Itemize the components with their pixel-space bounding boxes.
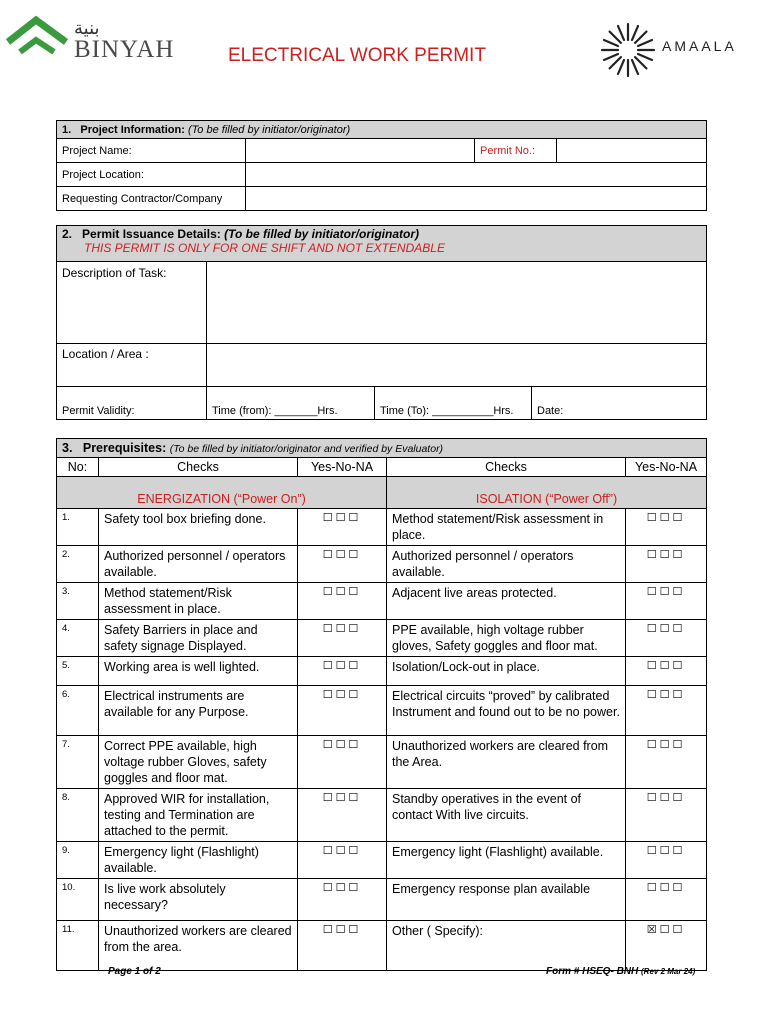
row-number: 11. (57, 921, 99, 971)
validity-label: Permit Validity: (57, 387, 207, 420)
permit-issuance-table (56, 225, 707, 420)
isolation-check: Method statement/Risk assessment in place. (387, 509, 626, 546)
col-yna2-header: Yes-No-NA (626, 458, 707, 477)
section1-note: (To be filled by initiator/originator) (187, 123, 351, 136)
energization-check: Working area is well lighted. (99, 657, 298, 686)
isolation-yes-no-na[interactable]: ☐☐☐ (626, 509, 707, 546)
isolation-check: Adjacent live areas protected. (387, 583, 626, 620)
energization-check: Safety tool box briefing done. (99, 509, 298, 546)
time-to-field[interactable]: Time (To): __________Hrs. (375, 387, 532, 420)
isolation-category: ISOLATION (“Power Off”) (387, 477, 707, 509)
row-number: 10. (57, 879, 99, 921)
energization-check: Is live work absolutely necessary? (99, 879, 298, 921)
row-number: 8. (57, 789, 99, 842)
row-number: 3. (57, 583, 99, 620)
energization-check: Electrical instruments are available for any Purpose. (99, 686, 298, 736)
isolation-check: PPE available, high voltage rubber gloves, Safety goggles and floor mat. (387, 620, 626, 657)
isolation-check: Authorized personnel / operators available. (387, 546, 626, 583)
table-row (57, 879, 707, 921)
energization-check: Safety Barriers in place and safety signage Displayed. (99, 620, 298, 657)
table-row (57, 686, 707, 736)
isolation-yes-no-na[interactable]: ☐☐☐ (626, 789, 707, 842)
isolation-check: Other ( Specify): (387, 921, 626, 971)
description-field[interactable] (207, 262, 707, 344)
page-title: ELECTRICAL WORK PERMIT (228, 45, 486, 66)
form-code: Form # HSEQ- BNH (546, 966, 639, 977)
section3-title: Prerequisites: (82, 441, 167, 455)
isolation-yes-no-na[interactable]: ☐☐☐ (626, 736, 707, 789)
col-checks-header: Checks (99, 458, 298, 477)
energization-check: Approved WIR for installation, testing and Termination are attached to the permit. (99, 789, 298, 842)
isolation-yes-no-na[interactable]: ☐☐☐ (626, 842, 707, 879)
amaala-logo (598, 20, 748, 80)
amaala-sunburst-icon (598, 20, 658, 80)
row-number: 9. (57, 842, 99, 879)
binyah-arabic-text: بنية (74, 18, 100, 39)
prerequisite-rows (57, 509, 707, 971)
permit-no-label: Permit No.: (475, 139, 557, 163)
table-row (57, 921, 707, 971)
section2-note: (To be filled by initiator/originator) (224, 227, 419, 241)
energization-yes-no-na[interactable]: ☐☐☐ (298, 509, 387, 546)
project-name-label: Project Name: (57, 139, 246, 163)
energization-yes-no-na[interactable]: ☐☐☐ (298, 686, 387, 736)
permit-no-field[interactable] (557, 139, 707, 163)
row-number: 5. (57, 657, 99, 686)
energization-yes-no-na[interactable]: ☐☐☐ (298, 583, 387, 620)
time-from-field[interactable]: Time (from): _______Hrs. (207, 387, 375, 420)
binyah-logo (4, 12, 194, 68)
section3-note: (To be filled by initiator/originator and verified by Evaluator) (169, 443, 444, 455)
isolation-check: Standby operatives in the event of contact With live circuits. (387, 789, 626, 842)
project-location-field[interactable] (246, 163, 707, 187)
table-row (57, 620, 707, 657)
section2-number: 2. (62, 227, 73, 241)
binyah-roof-icon (4, 12, 74, 62)
table-row (57, 657, 707, 686)
energization-yes-no-na[interactable]: ☐☐☐ (298, 879, 387, 921)
table-row (57, 583, 707, 620)
table-row (57, 546, 707, 583)
table-row (57, 789, 707, 842)
energization-yes-no-na[interactable]: ☐☐☐ (298, 620, 387, 657)
energization-yes-no-na[interactable]: ☐☐☐ (298, 842, 387, 879)
contractor-label: Requesting Contractor/Company (57, 187, 246, 211)
col-yna-header: Yes-No-NA (298, 458, 387, 477)
isolation-yes-no-na[interactable]: ☐☐☐ (626, 546, 707, 583)
isolation-check: Unauthorized workers are cleared from the Area. (387, 736, 626, 789)
energization-check: Method statement/Risk assessment in place. (99, 583, 298, 620)
amaala-text: AMAALA (662, 38, 737, 54)
section1-header (57, 121, 707, 139)
page-header (0, 0, 768, 100)
description-label: Description of Task: (57, 262, 207, 344)
location-field[interactable] (207, 344, 707, 387)
section1-title: Project Information: (80, 123, 185, 136)
col-no-header: No: (57, 458, 99, 477)
row-number: 7. (57, 736, 99, 789)
isolation-yes-no-na[interactable]: ☐☐☐ (626, 657, 707, 686)
energization-category: ENERGIZATION (“Power On”) (57, 477, 387, 509)
energization-yes-no-na[interactable]: ☐☐☐ (298, 921, 387, 971)
energization-yes-no-na[interactable]: ☐☐☐ (298, 789, 387, 842)
section2-warning: THIS PERMIT IS ONLY FOR ONE SHIFT AND NOT EXTENDABLE (84, 241, 445, 255)
isolation-yes-no-na[interactable]: ☐☐☐ (626, 583, 707, 620)
isolation-yes-no-na[interactable]: ☐☐☐ (626, 686, 707, 736)
section1-number: 1. (62, 123, 72, 136)
section2-title: Permit Issuance Details: (82, 227, 221, 241)
table-row (57, 736, 707, 789)
isolation-yes-no-na[interactable]: ☐☐☐ (626, 620, 707, 657)
form-number (546, 966, 695, 977)
date-field[interactable]: Date: (532, 387, 707, 420)
isolation-check: Emergency response plan available (387, 879, 626, 921)
form-revision: (Rev 2 Mar 24) (641, 967, 696, 976)
section3-number: 3. (62, 441, 73, 455)
binyah-text: BINYAH (74, 36, 175, 63)
isolation-check: Electrical circuits “proved” by calibrated Instrument and found out to be no power. (387, 686, 626, 736)
table-row (57, 842, 707, 879)
energization-yes-no-na[interactable]: ☐☐☐ (298, 736, 387, 789)
energization-yes-no-na[interactable]: ☐☐☐ (298, 657, 387, 686)
contractor-field[interactable] (246, 187, 707, 211)
project-location-label: Project Location: (57, 163, 246, 187)
energization-check: Emergency light (Flashlight) available. (99, 842, 298, 879)
isolation-yes-no-na[interactable]: ☐☐☐ (626, 879, 707, 921)
row-number: 2. (57, 546, 99, 583)
page-number: Page 1 of 2 (108, 966, 161, 977)
energization-check: Correct PPE available, high voltage rubber Gloves, safety goggles and floor mat. (99, 736, 298, 789)
prerequisites-table (56, 438, 707, 971)
section3-header (57, 439, 707, 458)
isolation-yes-no-na[interactable]: ☒☐☐ (626, 921, 707, 971)
project-information-table (56, 120, 707, 211)
row-number: 1. (57, 509, 99, 546)
project-name-field[interactable] (246, 139, 475, 163)
isolation-check: Isolation/Lock-out in place. (387, 657, 626, 686)
location-label: Location / Area : (57, 344, 207, 387)
energization-check: Unauthorized workers are cleared from the area. (99, 921, 298, 971)
isolation-check: Emergency light (Flashlight) available. (387, 842, 626, 879)
row-number: 4. (57, 620, 99, 657)
energization-check: Authorized personnel / operators available. (99, 546, 298, 583)
table-row (57, 509, 707, 546)
energization-yes-no-na[interactable]: ☐☐☐ (298, 546, 387, 583)
row-number: 6. (57, 686, 99, 736)
section2-header (57, 226, 707, 262)
col-checks2-header: Checks (387, 458, 626, 477)
